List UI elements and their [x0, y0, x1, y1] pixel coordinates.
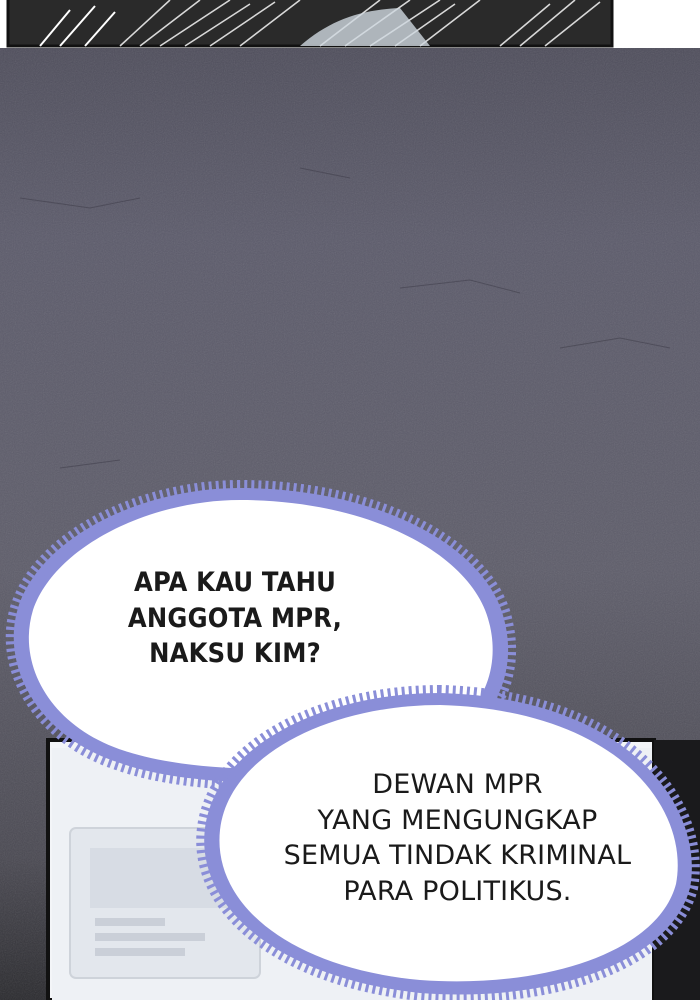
bubble-2-line: PARA POLITIKUS. [343, 875, 572, 907]
bubble-1-line: ANGGOTA MPR, [127, 602, 343, 634]
speech-bubble-2-text [245, 767, 670, 910]
bubble-2-line: YANG MENGUNGKAP [317, 804, 598, 836]
bubble-2-line: SEMUA TINDAK KRIMINAL [283, 840, 632, 872]
bubble-2-line: DEWAN MPR [372, 769, 543, 800]
bubble-1-line: APA KAU TAHU [133, 567, 337, 598]
speech-bubble-1-text [100, 565, 370, 672]
bubble-1-line: NAKSU KIM? [149, 638, 321, 670]
